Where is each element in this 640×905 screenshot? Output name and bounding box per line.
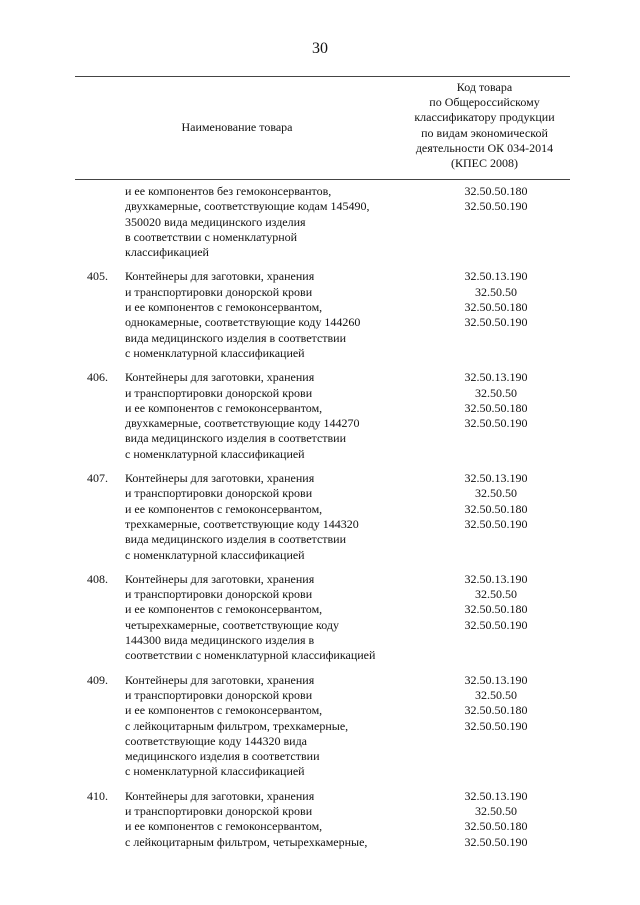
row-product-codes: 32.50.13.190 32.50.50 32.50.50.180 32.50.50.190	[464, 672, 528, 733]
row-number: 410.	[87, 788, 108, 803]
row-product-codes: 32.50.13.190 32.50.50 32.50.50.180 32.50.50.190	[464, 370, 528, 431]
row-number: 408.	[87, 571, 108, 586]
row-product-name: Контейнеры для заготовки, хранения и транспортировки донорской крови и ее компонентов с гемоконсервантом, однокамерные, соответствующие коду 144260 вида медицинского изделия в соответствии с номенклатурной классификацией	[125, 269, 361, 360]
row-product-name: Контейнеры для заготовки, хранения и транспортировки донорской крови и ее компонентов с гемоконсервантом, четырехкамерные, соответствующие коду 144300 вида медицинского изделия в соответствии с номенклатурной классификацией	[125, 571, 376, 663]
row-product-name: Контейнеры для заготовки, хранения и транспортировки донорской крови и ее компонентов с гемоконсервантом, трехкамерные, соответствующие коду 144320 вида медицинского изделия в соответствии с номенклатурной классификацией	[125, 471, 359, 562]
table-row	[75, 789, 570, 850]
row-product-codes: 32.50.50.180 32.50.50.190	[464, 184, 528, 214]
table-row	[75, 370, 570, 462]
table-body	[75, 184, 570, 859]
row-product-name: Контейнеры для заготовки, хранения и транспортировки донорской крови и ее компонентов с гемоконсервантом, двухкамерные, соответствующие коду 144270 вида медицинского изделия в соответствии с номенклатурной классификацией	[125, 370, 360, 461]
table-row	[75, 471, 570, 563]
row-product-name: Контейнеры для заготовки, хранения и транспортировки донорской крови и ее компонентов с гемоконсервантом, с лейкоцитарным фильтром, трехкамерные, соответствующие коду 144320 вида медицинского изделия в соответствии с номенклатурной классификацией	[125, 672, 349, 779]
table-row	[75, 184, 570, 260]
row-number: 407.	[87, 471, 108, 486]
header-name-column: Наименование товара	[181, 120, 293, 135]
row-product-codes: 32.50.13.190 32.50.50 32.50.50.180 32.50.50.190	[464, 571, 528, 632]
row-product-codes: 32.50.13.190 32.50.50 32.50.50.180 32.50.50.190	[464, 471, 528, 531]
row-product-name: Контейнеры для заготовки, хранения и транспортировки донорской крови и ее компонентов с гемоконсервантом, с лейкоцитарным фильтром, четырехкамерные,	[125, 788, 368, 849]
table-row	[75, 673, 570, 780]
table-header	[75, 76, 570, 180]
row-number: 406.	[87, 370, 108, 385]
header-code-column: Код товара по Общероссийскому классификатору продукции по видам экономической деятельности ОК 034-2014 (КПЕС 2008)	[414, 80, 555, 171]
table-row	[75, 572, 570, 664]
page-number: 30	[312, 40, 328, 57]
row-product-codes: 32.50.13.190 32.50.50 32.50.50.180 32.50.50.190	[464, 788, 528, 849]
row-product-name: и ее компонентов без гемоконсервантов, двухкамерные, соответствующие кодам 145490, 350020 вида медицинского изделия в соответствии с номенклатурной классификацией	[125, 184, 370, 260]
table-row	[75, 269, 570, 361]
row-number: 405.	[87, 269, 108, 284]
row-product-codes: 32.50.13.190 32.50.50 32.50.50.180 32.50.50.190	[464, 269, 528, 330]
row-number: 409.	[87, 672, 108, 687]
